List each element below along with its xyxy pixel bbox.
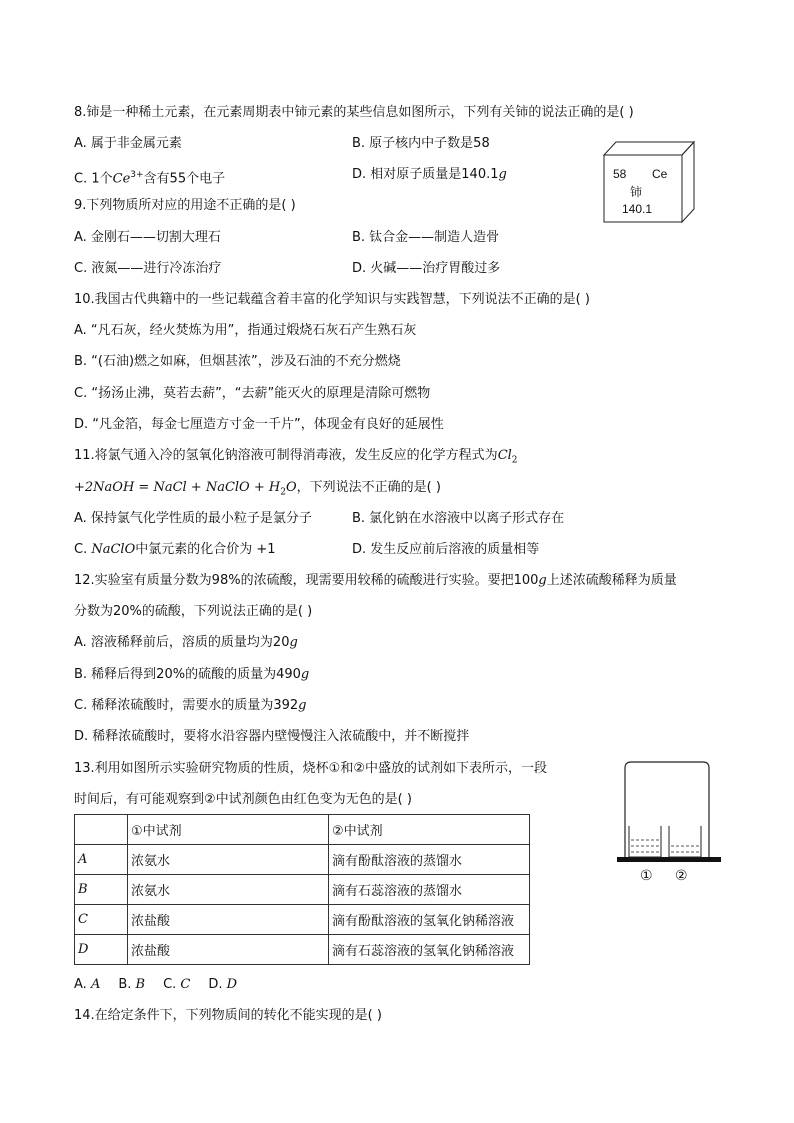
beaker-label-2: ② bbox=[675, 868, 688, 884]
q11-option-d: D. 发生反应前后溶液的质量相等 bbox=[352, 542, 540, 557]
beaker-label-1: ① bbox=[640, 868, 653, 884]
element-tile bbox=[603, 141, 695, 223]
q8-option-c: C. 1个$Ce^{3+}$含有55个电子 bbox=[74, 170, 226, 187]
table-cell-option: A bbox=[75, 845, 128, 875]
q10-stem: 10.我国古代典籍中的一些记载蕴含着丰富的化学知识与实践智慧，下列说法不正确的是( ) bbox=[74, 292, 590, 307]
table-cell: 滴有石蕊溶液的氢氧化钠稀溶液 bbox=[329, 935, 530, 965]
q13-options: A. A B. B C. C D. D bbox=[74, 977, 238, 992]
table-cell: 滴有石蕊溶液的蒸馏水 bbox=[329, 875, 530, 905]
table-cell: 浓氨水 bbox=[128, 845, 329, 875]
table-cell: 滴有酚酞溶液的氢氧化钠稀溶液 bbox=[329, 905, 530, 935]
q12-option-b: B. 稀释后得到20%的硫酸的质量为490g bbox=[74, 667, 310, 682]
q11-stem-line1: 11.将氯气通入冷的氢氧化钠溶液可制得消毒液，发生反应的化学方程式为$Cl_2$ bbox=[74, 448, 518, 466]
table-header-row bbox=[75, 815, 530, 845]
q13-stem-line2: 时间后，有可能观察到②中试剂颜色由红色变为无色的是( ) bbox=[74, 792, 412, 807]
table-row bbox=[75, 905, 530, 935]
table-row bbox=[75, 875, 530, 905]
q13-stem-line1: 13.利用如图所示实验研究物质的性质，烧杯①和②中盛放的试剂如下表所示，一段 bbox=[74, 761, 547, 776]
table-row bbox=[75, 935, 530, 965]
q10-option-b: B. “(石油)燃之如麻，但烟甚浓”，涉及石油的不充分燃烧 bbox=[74, 354, 401, 369]
q12-option-a: A. 溶液稀释前后，溶质的质量均为20g bbox=[74, 635, 298, 650]
q9-option-c: C. 液氮——进行冷冻治疗 bbox=[74, 261, 222, 276]
table-cell: 浓氨水 bbox=[128, 875, 329, 905]
reagent-table bbox=[74, 814, 530, 965]
table-header-cell bbox=[75, 815, 128, 845]
table-cell: 滴有酚酞溶液的蒸馏水 bbox=[329, 845, 530, 875]
beaker-apparatus bbox=[617, 760, 721, 890]
table-cell-option: C bbox=[75, 905, 128, 935]
q11-option-a: A. 保持氯气化学性质的最小粒子是氯分子 bbox=[74, 511, 312, 526]
q10-option-c: C. “扬汤止沸，莫若去薪”，“去薪”能灭火的原理是清除可燃物 bbox=[74, 386, 431, 401]
q12-stem-line2: 分数为20%的硫酸，下列说法正确的是( ) bbox=[74, 604, 313, 619]
element-mass: 140.1 bbox=[622, 202, 653, 216]
q8-option-b: B. 原子核内中子数是58 bbox=[352, 136, 490, 151]
table-cell: 浓盐酸 bbox=[128, 935, 329, 965]
q9-option-b: B. 钛合金——制造人造骨 bbox=[352, 230, 500, 245]
element-number: 58 bbox=[613, 167, 627, 181]
q12-option-d: D. 稀释浓硫酸时，要将水沿容器内壁慢慢注入浓硫酸中，并不断搅拌 bbox=[74, 729, 470, 744]
q11-stem-line2: +2NaOH = NaCl + NaClO + $H_2O$，下列说法不正确的是( ) bbox=[74, 480, 441, 498]
q10-option-d: D. “凡金箔，每金七厘造方寸金一千片”，体现金有良好的延展性 bbox=[74, 417, 444, 432]
q11-option-c: C. NaClO中氯元素的化合价为 +1 bbox=[74, 542, 276, 557]
table-cell-option: B bbox=[75, 875, 128, 905]
table-row bbox=[75, 845, 530, 875]
table-cell-option: D bbox=[75, 935, 128, 965]
q9-option-d: D. 火碱——治疗胃酸过多 bbox=[352, 261, 501, 276]
element-name: 铈 bbox=[630, 185, 643, 199]
q10-option-a: A. “凡石灰，经火焚炼为用”，指通过煅烧石灰石产生熟石灰 bbox=[74, 323, 417, 338]
table-header-cell: ②中试剂 bbox=[329, 815, 530, 845]
q9-stem: 9.下列物质所对应的用途不正确的是( ) bbox=[74, 198, 296, 213]
table-cell: 浓盐酸 bbox=[128, 905, 329, 935]
q8-stem: 8.铈是一种稀土元素，在元素周期表中铈元素的某些信息如图所示，下列有关铈的说法正确的是( ) bbox=[74, 105, 634, 120]
q8-option-a: A. 属于非金属元素 bbox=[74, 136, 182, 151]
q9-option-a: A. 金刚石——切割大理石 bbox=[74, 230, 221, 245]
q8-option-d: D. 相对原子质量是140.1g bbox=[352, 167, 507, 182]
table-header-cell: ①中试剂 bbox=[128, 815, 329, 845]
q12-option-c: C. 稀释浓硫酸时，需要水的质量为392g bbox=[74, 698, 307, 713]
q14-stem: 14.在给定条件下，下列物质间的转化不能实现的是( ) bbox=[74, 1008, 382, 1023]
q11-option-b: B. 氯化钠在水溶液中以离子形式存在 bbox=[352, 511, 565, 526]
q12-stem-line1: 12.实验室有质量分数为98%的浓硫酸，现需要用较稀的硫酸进行实验。要把100g上述浓硫酸稀释为质量 bbox=[74, 573, 677, 588]
bell-jar-diagram bbox=[617, 760, 721, 864]
element-symbol: Ce bbox=[652, 167, 668, 181]
